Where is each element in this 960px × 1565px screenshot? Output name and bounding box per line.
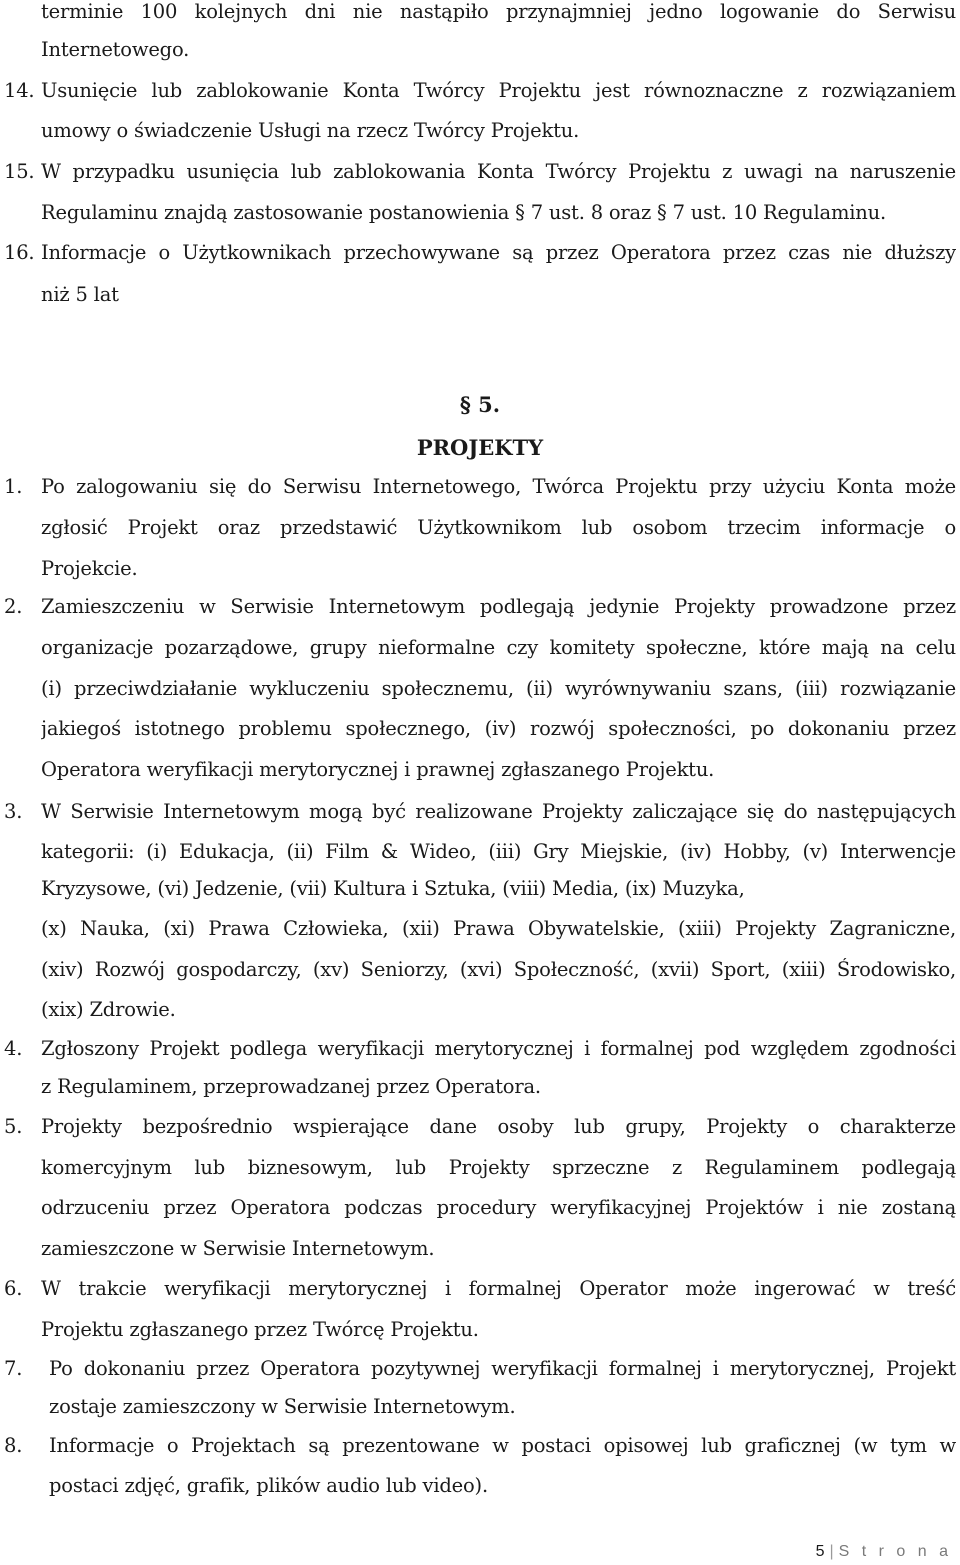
paragraph-line: Projekty bezpośrednio wspierające dane osoby lub grupy, Projekty o charakterze (41, 1115, 956, 1138)
item-number: 14. (4, 79, 35, 102)
paragraph-line: (i) przeciwdziałanie wykluczeniu społecznemu, (ii) wyrównywaniu szans, (iii) rozwiązanie (41, 677, 956, 700)
paragraph-line: organizacje pozarządowe, grupy nieformalne czy komitety społeczne, które mają na celu (41, 636, 956, 659)
item-number: 15. (4, 160, 35, 183)
item-number: 16. (4, 241, 35, 264)
footer-separator: | (829, 1543, 834, 1560)
paragraph-line: (xiv) Rozwój gospodarczy, (xv) Seniorzy, (xvi) Społeczność, (xvii) Sport, (xiii) Środowisko, (41, 958, 956, 981)
item-number: 6. (4, 1277, 23, 1300)
item-number: 4. (4, 1037, 23, 1060)
paragraph-line: Zamieszczeniu w Serwisie Internetowym podlegają jedynie Projekty prowadzone przez (41, 595, 956, 618)
paragraph-line: Projektu zgłaszanego przez Twórcę Projektu. (41, 1318, 479, 1341)
section-number: § 5. (459, 392, 501, 417)
item-number: 2. (4, 595, 23, 618)
paragraph-line: zamieszczone w Serwisie Internetowym. (41, 1237, 435, 1260)
paragraph-line: W trakcie weryfikacji merytorycznej i formalnej Operator może ingerować w treść (41, 1277, 956, 1300)
paragraph-line: Informacje o Projektach są prezentowane w postaci opisowej lub graficznej (w tym w (49, 1434, 956, 1457)
page-footer (816, 1543, 952, 1561)
paragraph-line: zgłosić Projekt oraz przedstawić Użytkownikom lub osobom trzecim informacje o (41, 516, 956, 539)
paragraph-line: Operatora weryfikacji merytorycznej i prawnej zgłaszanego Projektu. (41, 758, 715, 781)
paragraph-line: (x) Nauka, (xi) Prawa Człowieka, (xii) Prawa Obywatelskie, (xiii) Projekty Zagraniczne, (41, 917, 956, 940)
paragraph-line: Zgłoszony Projekt podlega weryfikacji merytorycznej i formalnej pod względem zgodności (41, 1037, 956, 1060)
paragraph-line: postaci zdjęć, grafik, plików audio lub video). (49, 1474, 488, 1497)
paragraph-line: zostaje zamieszczony w Serwisie Internetowym. (49, 1395, 516, 1418)
paragraph-line: Informacje o Użytkownikach przechowywane są przez Operatora przez czas nie dłuższy (41, 241, 956, 264)
paragraph-line: Po zalogowaniu się do Serwisu Internetowego, Twórca Projektu przy użyciu Konta może (41, 475, 956, 498)
paragraph-line: komercyjnym lub biznesowym, lub Projekty sprzeczne z Regulaminem podlegają (41, 1156, 956, 1179)
item-number: 1. (4, 475, 23, 498)
paragraph-line: Regulaminu znajdą zastosowanie postanowienia § 7 ust. 8 oraz § 7 ust. 10 Regulaminu. (41, 201, 886, 224)
page-number: 5 (815, 1543, 825, 1560)
paragraph-line: Usunięcie lub zablokowanie Konta Twórcy Projektu jest równoznaczne z rozwiązaniem (41, 79, 956, 102)
paragraph-line: W przypadku usunięcia lub zablokowania Konta Twórcy Projektu z uwagi na naruszenie (41, 160, 956, 183)
item-number: 7. (4, 1357, 23, 1380)
paragraph-line: niż 5 lat (41, 283, 119, 306)
paragraph-line: Kryzysowe, (vi) Jedzenie, (vii) Kultura i Sztuka, (viii) Media, (ix) Muzyka, (41, 877, 745, 900)
footer-label: S t r o n a (838, 1543, 952, 1560)
section-title: PROJEKTY (416, 435, 544, 460)
paragraph-line: jakiegoś istotnego problemu społecznego, (iv) rozwój społeczności, po dokonaniu przez (41, 717, 956, 740)
paragraph-line: W Serwisie Internetowym mogą być realizowane Projekty zaliczające się do następujących (41, 800, 956, 823)
paragraph-line: kategorii: (i) Edukacja, (ii) Film & Wideo, (iii) Gry Miejskie, (iv) Hobby, (v) Interwencje (41, 840, 956, 863)
paragraph-line: z Regulaminem, przeprowadzanej przez Operatora. (41, 1075, 541, 1098)
item-number: 8. (4, 1434, 23, 1457)
paragraph-line: Po dokonaniu przez Operatora pozytywnej weryfikacji formalnej i merytorycznej, Projekt (49, 1357, 956, 1380)
paragraph-line: Internetowego. (41, 38, 190, 61)
paragraph-line: (xix) Zdrowie. (41, 998, 176, 1021)
paragraph-line: odrzuceniu przez Operatora podczas procedury weryfikacyjnej Projektów i nie zostaną (41, 1196, 956, 1219)
item-number: 3. (4, 800, 23, 823)
paragraph-line: Projekcie. (41, 557, 138, 580)
item-number: 5. (4, 1115, 23, 1138)
paragraph-line: terminie 100 kolejnych dni nie nastąpiło przynajmniej jedno logowanie do Serwisu (41, 0, 956, 23)
paragraph-line: umowy o świadczenie Usługi na rzecz Twórcy Projektu. (41, 119, 580, 142)
